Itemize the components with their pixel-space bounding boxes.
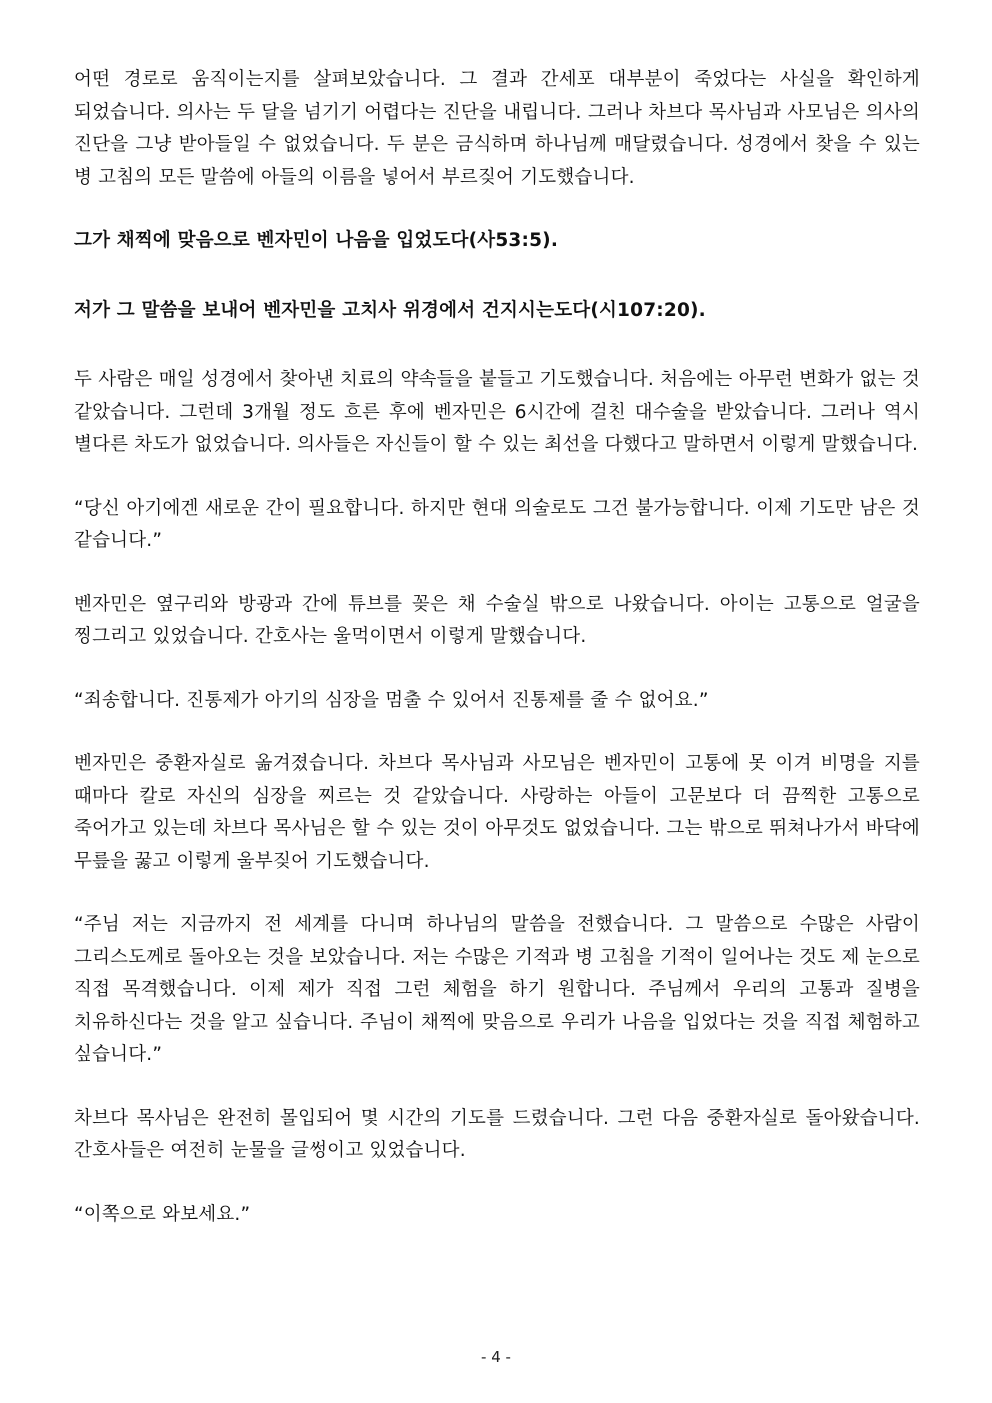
paragraph: 벤자민은 옆구리와 방광과 간에 튜브를 꽂은 채 수술실 밖으로 나왔습니다. 아이는 고통으로 얼굴을 찡그리고 있었습니다. 간호사는 울먹이면서 이렇게 말했습니다. <box>74 593 920 647</box>
quote-paragraph: “죄송합니다. 진통제가 아기의 심장을 멈출 수 있어서 진통제를 줄 수 없어요.” <box>74 689 709 711</box>
paragraph: 어떤 경로로 움직이는지를 살펴보았습니다. 그 결과 간세포 대부분이 죽었다는 사실을 확인하게 되었습니다. 의사는 두 달을 넘기기 어렵다는 진단을 내립니다. 그러나 차브다 목사님과 사모님은 의사의 진단을 그냥 받아들일 수 없었습니다. 두 분은 금식하며 하나님께 매달렸습니다. 성경에서 찾을 수 있는 병 고침의 모든 말씀에 아들의 이름을 넣어서 부르짖어 기도했습니다. <box>74 69 920 188</box>
paragraph: 벤자민은 중환자실로 옮겨졌습니다. 차브다 목사님과 사모님은 벤자민이 고통에 못 이겨 비명을 지를 때마다 칼로 자신의 심장을 찌르는 것 같았습니다. 사랑하는 아들이 고문보다 더 끔찍한 고통으로 죽어가고 있는데 차브다 목사님은 할 수 있는 것이 아무것도 없었습니다. 그는 밖으로 뛰쳐나가서 바닥에 무릎을 꿇고 이렇게 울부짖어 기도했습니다. <box>74 753 920 872</box>
bible-verse: 저가 그 말씀을 보내어 벤자민을 고치사 위경에서 건지시는도다(시107:20). <box>74 299 706 321</box>
quote-paragraph: “당신 아기에겐 새로운 간이 필요합니다. 하지만 현대 의술로도 그건 불가능합니다. 이제 기도만 남은 것 같습니다.” <box>74 497 920 551</box>
paragraph: 차브다 목사님은 완전히 몰입되어 몇 시간의 기도를 드렸습니다. 그런 다음 중환자실로 돌아왔습니다. 간호사들은 여전히 눈물을 글썽이고 있었습니다. <box>74 1107 920 1161</box>
quote-paragraph: “이쪽으로 와보세요.” <box>74 1203 251 1225</box>
paragraph: 두 사람은 매일 성경에서 찾아낸 치료의 약속들을 붙들고 기도했습니다. 처음에는 아무런 변화가 없는 것 같았습니다. 그런데 3개월 정도 흐른 후에 벤자민은 6시간에 걸친 대수술을 받았습니다. 그러나 역시 별다른 차도가 없었습니다. 의사들은 자신들이 할 수 있는 최선을 다했다고 말하면서 이렇게 말했습니다. <box>74 369 920 455</box>
prayer-quote-paragraph: “주님 저는 지금까지 전 세계를 다니며 하나님의 말씀을 전했습니다. 그 말씀으로 수많은 사람이 그리스도께로 돌아오는 것을 보았습니다. 저는 수많은 기적과 병 고침을 기적이 일어나는 것도 제 눈으로 직접 목격했습니다. 이제 제가 직접 그런 체험을 하기 원합니다. 주님께서 우리의 고통과 질병을 치유하신다는 것을 알고 싶습니다. 주님이 채찍에 맞음으로 우리가 나음을 입었다는 것을 직접 체험하고 싶습니다.” <box>74 914 920 1065</box>
document-body <box>74 64 920 1262</box>
page-number: - 4 - <box>481 1348 511 1366</box>
bible-verse: 그가 채찍에 맞음으로 벤자민이 나음을 입었도다(사53:5). <box>74 230 559 251</box>
